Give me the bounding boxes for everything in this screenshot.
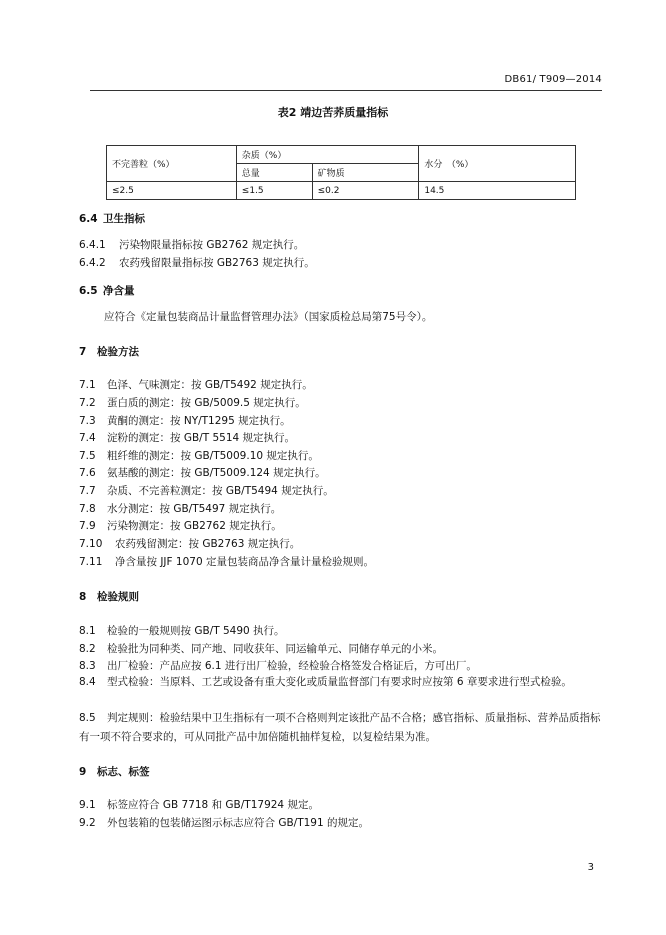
- cell-total: ≤1.5: [236, 182, 312, 200]
- header-moisture: 水分 （%）: [419, 146, 576, 182]
- list-item: 7.8 水分测定：按 GB/T5497 规定执行。: [79, 503, 282, 515]
- section-6-5-text: 应符合《定量包装商品计量监督管理办法》（国家质检总局第75号令）。: [104, 311, 433, 323]
- header-divider: [90, 90, 602, 91]
- list-item: 6.4.1 污染物限量指标按 GB2762 规定执行。: [79, 239, 305, 251]
- list-item: 7.1 色泽、气味测定：按 GB/T5492 规定执行。: [79, 379, 313, 391]
- list-item: 7.10 农药残留测定：按 GB2763 规定执行。: [79, 538, 301, 550]
- section-6-5-heading: 6.5 净含量: [79, 285, 135, 297]
- cell-imperfect: ≤2.5: [107, 182, 237, 200]
- list-item: 7.7 杂质、不完善粒测定：按 GB/T5494 规定执行。: [79, 485, 334, 497]
- table-title: 表2 靖边苦荞质量指标: [277, 106, 389, 119]
- list-item: 7.9 污染物测定：按 GB2762 规定执行。: [79, 520, 282, 532]
- list-item: 8.3 出厂检验：产品应按 6.1 进行出厂检验，经检验合格签发合格证后，方可出厂。: [79, 660, 477, 672]
- list-item-wrapped: 8.4 型式检验：当原料、工艺或设备有重大变化或质量监督部门有要求时应按第 6 章要求进行型式检验。: [79, 676, 572, 688]
- header-imperfect: 不完善粒（%）: [107, 146, 237, 182]
- document-code: DB61/ T909—2014: [504, 74, 602, 85]
- list-item: 7.2 蛋白质的测定：按 GB/5009.5 规定执行。: [79, 397, 306, 409]
- list-item: 7.4 淀粉的测定：按 GB/T 5514 规定执行。: [79, 432, 296, 444]
- list-item: 9.2 外包装箱的包装储运图示标志应符合 GB/T191 的规定。: [79, 817, 370, 829]
- list-item: 8.2 检验批为同种类、同产地、同收获年、同运输单元、同储存单元的小米。: [79, 643, 443, 655]
- list-item: 8.1 检验的一般规则按 GB/T 5490 执行。: [79, 625, 285, 637]
- quality-table: [106, 145, 576, 200]
- section-9-heading: 9 标志、标签: [79, 766, 150, 778]
- list-item: 6.4.2 农药残留限量指标按 GB2763 规定执行。: [79, 257, 315, 269]
- list-item: 7.5 粗纤维的测定：按 GB/T5009.10 规定执行。: [79, 450, 319, 462]
- list-item: 9.1 标签应符合 GB 7718 和 GB/T17924 规定。: [79, 799, 319, 811]
- cell-mineral: ≤0.2: [312, 182, 419, 200]
- page-number: 3: [587, 862, 594, 873]
- cell-moisture: 14.5: [419, 182, 576, 200]
- list-item: 7.11 净含量按 JJF 1070 定量包装商品净含量计量检验规则。: [79, 556, 374, 568]
- section-6-4-heading: 6.4 卫生指标: [79, 213, 145, 225]
- header-impurity: 杂质（%）: [236, 146, 419, 164]
- section-7-heading: 7 检验方法: [79, 346, 139, 358]
- subheader-mineral: 矿物质: [312, 164, 419, 182]
- table-row: [107, 182, 576, 200]
- list-item: 7.3 黄酮的测定：按 NY/T1295 规定执行。: [79, 415, 291, 427]
- table-header-row: [107, 146, 576, 164]
- list-item-wrapped: 8.5 判定规则：检验结果中卫生指标有一项不合格则判定该批产品不合格；感官指标、质量指标、营养品质指标有一项不符合要求的，可从同批产品中加倍随机抽样复检，以复检结果为准。: [79, 712, 601, 743]
- list-item: 7.6 氨基酸的测定：按 GB/T5009.124 规定执行。: [79, 467, 326, 479]
- subheader-total: 总量: [236, 164, 312, 182]
- section-8-heading: 8 检验规则: [79, 591, 139, 603]
